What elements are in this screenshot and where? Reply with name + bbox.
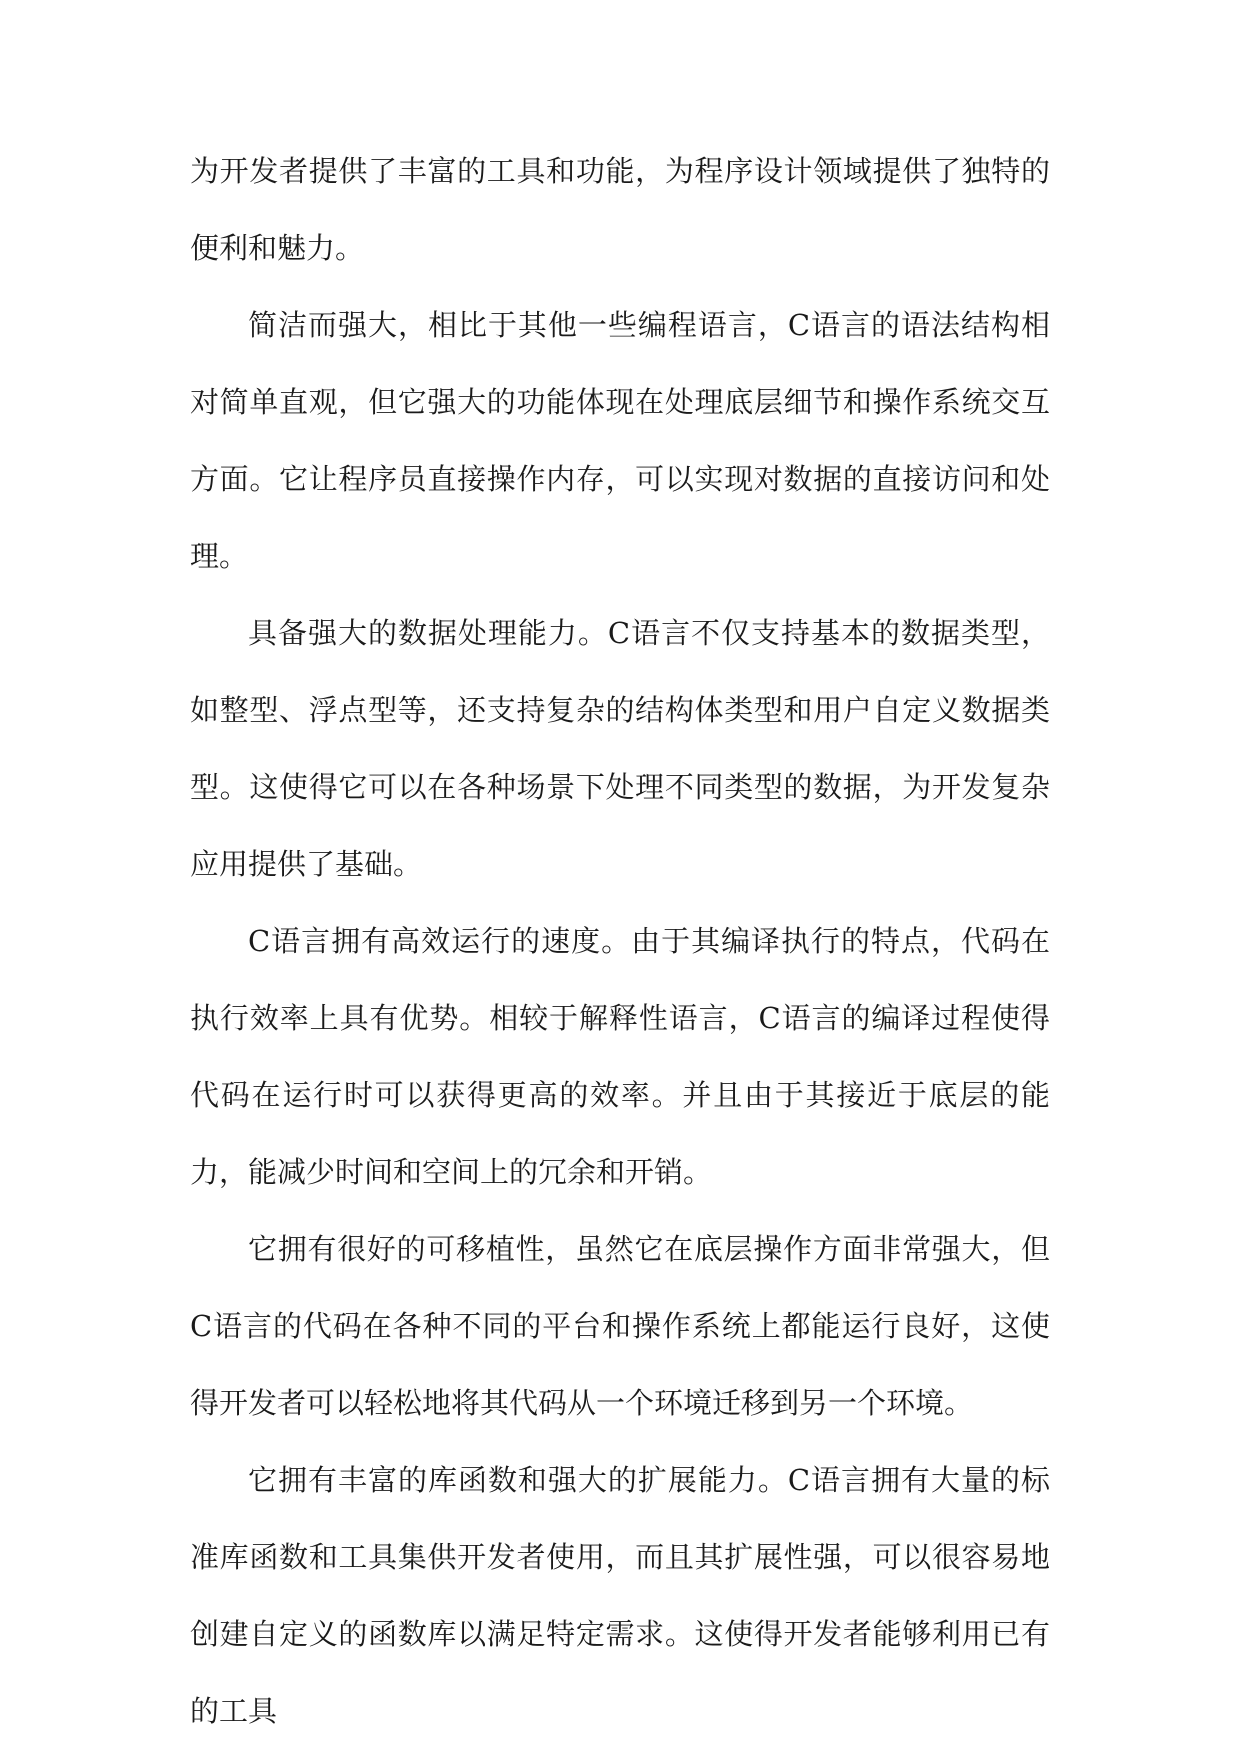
paragraph-portability: 它拥有很好的可移植性，虽然它在底层操作方面非常强大，但C语言的代码在各种不同的平台和操作系统上都能运行良好，这使得开发者可以轻松地将其代码从一个环境迁移到另一个环境。 [190, 1232, 1050, 1420]
paragraph-data-processing: 具备强大的数据处理能力。C语言不仅支持基本的数据类型，如整型、浮点型等，还支持复杂的结构体类型和用户自定义数据类型。这使得它可以在各种场景下处理不同类型的数据，为开发复杂应用提供了基础。 [190, 616, 1050, 881]
document-body [190, 133, 1050, 1750]
paragraph-concise-powerful: 简洁而强大，相比于其他一些编程语言，C语言的语法结构相对简单直观，但它强大的功能体现在处理底层细节和操作系统交互方面。它让程序员直接操作内存，可以实现对数据的直接访问和处理。 [190, 308, 1050, 573]
paragraph-efficiency: C语言拥有高效运行的速度。由于其编译执行的特点，代码在执行效率上具有优势。相较于解释性语言，C语言的编译过程使得代码在运行时可以获得更高的效率。并且由于其接近于底层的能力，能减少时间和空间上的冗余和开销。 [190, 924, 1050, 1189]
paragraph-continuation: 为开发者提供了丰富的工具和功能，为程序设计领域提供了独特的便利和魅力。 [190, 154, 1050, 265]
paragraph-libraries: 它拥有丰富的库函数和强大的扩展能力。C语言拥有大量的标准库函数和工具集供开发者使用，而且其扩展性强，可以很容易地创建自定义的函数库以满足特定需求。这使得开发者能够利用已有的工具 [190, 1463, 1050, 1728]
